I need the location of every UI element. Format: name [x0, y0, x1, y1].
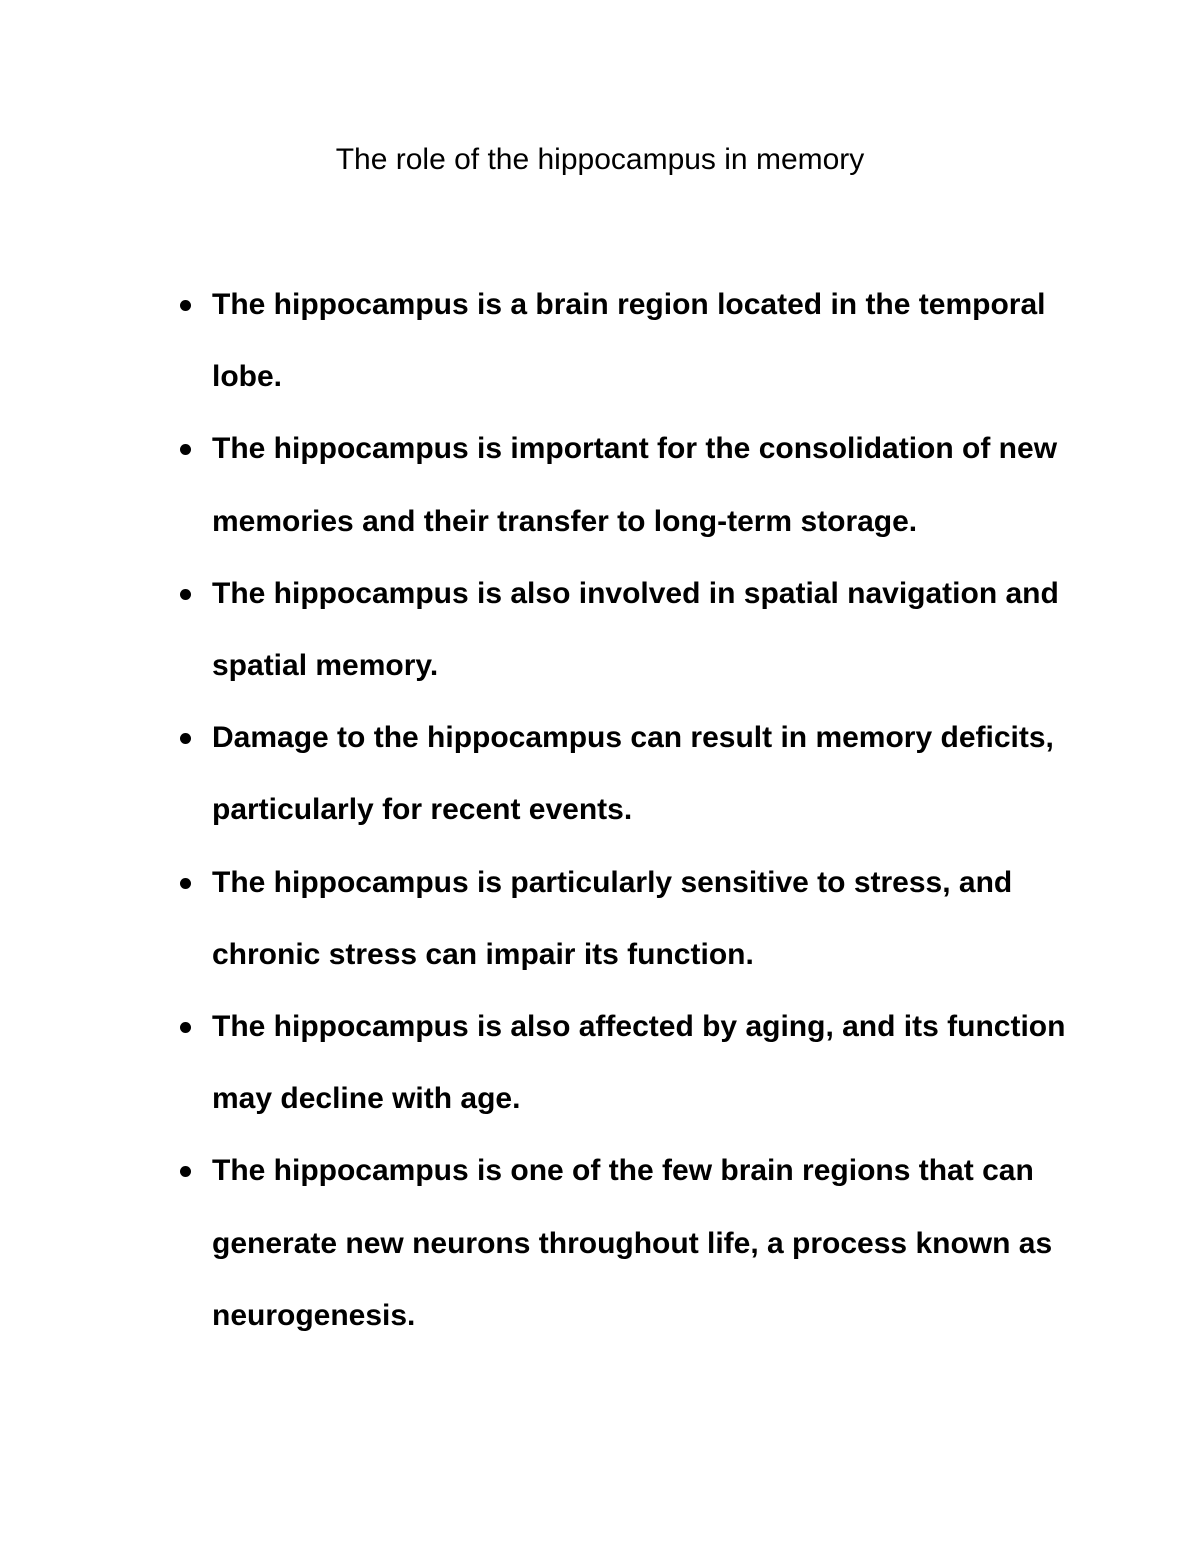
list-item — [0, 413, 1200, 557]
list-item-text: Damage to the hippocampus can result in memory deficits, particularly for recent events. — [212, 721, 1054, 827]
bullet-icon — [180, 733, 191, 744]
bullet-icon — [180, 878, 191, 889]
list-item — [0, 991, 1200, 1135]
list-item — [0, 269, 1200, 413]
list-item — [0, 702, 1200, 846]
list-item-text: The hippocampus is also involved in spatial navigation and spatial memory. — [212, 576, 1059, 683]
list-item-text: The hippocampus is a brain region located in the temporal lobe. — [212, 288, 1046, 394]
list-item — [0, 1135, 1200, 1352]
bullet-icon — [180, 1166, 191, 1177]
bullet-list — [0, 269, 1200, 1352]
list-item-text: The hippocampus is important for the consolidation of new memories and their transfer to long-term storage. — [212, 432, 1058, 538]
list-item — [0, 847, 1200, 991]
bullet-icon — [180, 1022, 191, 1033]
list-item — [0, 558, 1200, 702]
page-title: The role of the hippocampus in memory — [335, 143, 865, 176]
bullet-icon — [180, 444, 191, 455]
bullet-icon — [180, 589, 191, 600]
list-item-text: The hippocampus is also affected by aging, and its function may decline with age. — [212, 1010, 1066, 1116]
list-item-text: The hippocampus is particularly sensitive to stress, and chronic stress can impair its function. — [212, 865, 1013, 971]
list-item-text: The hippocampus is one of the few brain regions that can generate new neurons throughout life, a process known as neurogenesis. — [212, 1154, 1053, 1332]
bullet-icon — [180, 300, 191, 311]
